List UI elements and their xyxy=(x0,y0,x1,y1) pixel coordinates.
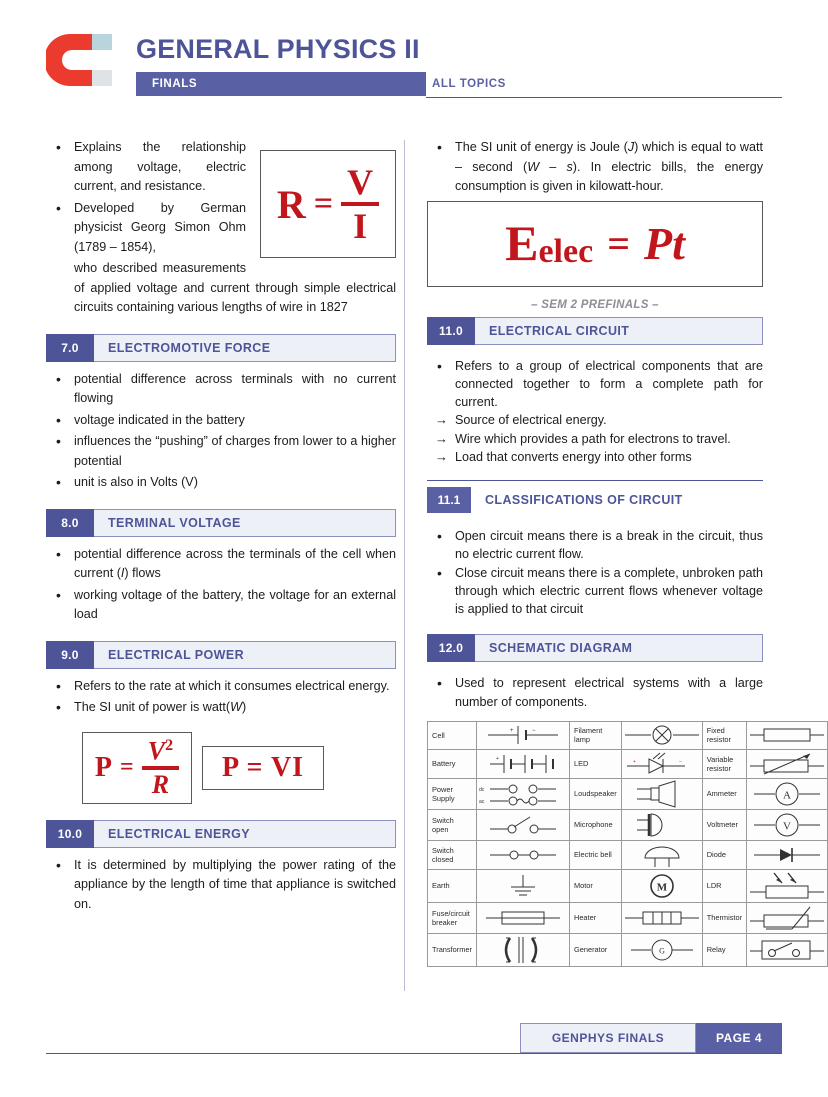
section-name: ELECTRICAL POWER xyxy=(108,647,245,662)
symbol-label: Switch open xyxy=(428,809,477,840)
symbol-label: Generator xyxy=(569,933,621,966)
microphone-symbol xyxy=(621,809,702,840)
fixed-resistor-symbol xyxy=(747,721,828,749)
formula-power1-denominator: R xyxy=(151,770,170,800)
tab-finals[interactable]: FINALS xyxy=(136,72,414,96)
section-11-1-list xyxy=(427,527,763,618)
tab-divider xyxy=(414,72,426,96)
section-header-12 xyxy=(427,634,763,662)
symbol-label: Fixed resistor xyxy=(702,721,746,749)
svg-text:M: M xyxy=(656,881,667,894)
section-header-11-1 xyxy=(427,487,763,513)
table-row xyxy=(428,778,828,809)
symbol-label: LDR xyxy=(702,869,746,902)
list-item: → Load that converts energy into other forms xyxy=(427,448,763,466)
led-symbol xyxy=(621,749,702,778)
svg-text:dc: dc xyxy=(478,786,485,793)
section-header-8 xyxy=(46,509,396,537)
list-item: → Wire which provides a path for electrons to travel. xyxy=(427,430,763,448)
section-12-list xyxy=(427,674,763,711)
tab-all-topics[interactable]: ALL TOPICS xyxy=(432,78,506,90)
section-8-list xyxy=(46,545,396,625)
formula-electrical-energy xyxy=(427,201,763,287)
relay-symbol xyxy=(747,933,828,966)
symbol-label: LED xyxy=(569,749,621,778)
formula-power1-op: = xyxy=(120,754,134,781)
left-column xyxy=(46,136,404,991)
ldr-symbol xyxy=(747,869,828,902)
symbol-label: Battery xyxy=(428,749,477,778)
page xyxy=(0,26,828,1097)
variable-resistor-symbol xyxy=(747,749,828,778)
symbol-label: Electric bell xyxy=(569,840,621,869)
switch-open-symbol xyxy=(476,809,569,840)
formula-energy-sub: elec xyxy=(538,233,594,271)
ammeter-symbol xyxy=(747,778,828,809)
thermistor-symbol xyxy=(747,902,828,933)
formula-energy-op: = xyxy=(607,221,630,267)
battery-symbol xyxy=(476,749,569,778)
symbol-label: Microphone xyxy=(569,809,621,840)
formula-ohm-numerator: V xyxy=(347,162,374,202)
symbol-label: Motor xyxy=(569,869,621,902)
power-supply-symbol xyxy=(476,778,569,809)
page-footer xyxy=(46,1023,782,1055)
schematic-symbols-table xyxy=(427,721,828,967)
svg-text:A: A xyxy=(783,789,792,802)
formula-power1-lhs: P xyxy=(94,751,113,783)
symbol-label: Filament lamp xyxy=(569,721,621,749)
cell-symbol xyxy=(476,721,569,749)
footer-page-number: PAGE 4 xyxy=(696,1023,782,1053)
svg-text:+: + xyxy=(509,728,514,735)
symbol-label: Cell xyxy=(428,721,477,749)
voltmeter-symbol xyxy=(747,809,828,840)
header-rule xyxy=(426,97,782,98)
ohms-law-continuation: who described measurements of applied voltage and current through simple electrical circuits containing various lengths of wire in 1827 xyxy=(74,261,396,315)
subsection-rule xyxy=(427,480,763,481)
section-number: 11.0 xyxy=(427,317,475,345)
symbol-label: Variable resistor xyxy=(702,749,746,778)
svg-text:G: G xyxy=(658,946,665,956)
section-name: ELECTROMOTIVE FORCE xyxy=(108,340,271,355)
table-row xyxy=(428,869,828,902)
section-name: SCHEMATIC DIAGRAM xyxy=(489,641,633,656)
formula-ohm-denominator: I xyxy=(353,206,368,246)
symbol-label: Voltmeter xyxy=(702,809,746,840)
formula-power1-exponent: 2 xyxy=(165,736,174,754)
section-11-list xyxy=(427,357,763,467)
list-item: • Developed by German physicist Georg Simon Ohm (1789 – 1854), xyxy=(46,199,396,258)
symbol-label: Heater xyxy=(569,902,621,933)
symbol-label: Loudspeaker xyxy=(569,778,621,809)
list-item: • Used to represent electrical systems with a large number of components. xyxy=(427,674,763,711)
list-item: • The SI unit of power is watt(W) xyxy=(46,698,396,718)
filament-lamp-symbol xyxy=(621,721,702,749)
list-item: • potential difference across the terminals of the cell when current (I) flows xyxy=(46,545,396,584)
power-formula-row xyxy=(82,732,396,804)
svg-text:−: − xyxy=(531,728,536,735)
svg-text:−: − xyxy=(678,758,682,765)
svg-text:+: + xyxy=(495,755,499,762)
section-name: ELECTRICAL ENERGY xyxy=(108,826,250,841)
svg-text:+: + xyxy=(632,758,636,765)
list-item: • influences the “pushing” of charges from lower to a higher potential xyxy=(46,432,396,471)
list-item: • It is determined by multiplying the power rating of the appliance by the length of time that appliance is switched on. xyxy=(46,856,396,915)
svg-text:V: V xyxy=(783,820,792,833)
transformer-symbol xyxy=(476,933,569,966)
energy-unit-list xyxy=(427,138,763,197)
section-number: 11.1 xyxy=(427,487,471,513)
symbol-label: Switch closed xyxy=(428,840,477,869)
table-row xyxy=(428,902,828,933)
list-item: • working voltage of the battery, the voltage for an external load xyxy=(46,586,396,625)
list-item: • unit is also in Volts (V) xyxy=(46,473,396,493)
table-row xyxy=(428,809,828,840)
tab-bar xyxy=(136,72,782,96)
symbol-label: Transformer xyxy=(428,933,477,966)
section-9-list xyxy=(46,677,396,718)
section-name: CLASSIFICATIONS OF CIRCUIT xyxy=(485,493,683,508)
fuse-symbol xyxy=(476,902,569,933)
right-column xyxy=(405,136,792,991)
section-name: TERMINAL VOLTAGE xyxy=(108,515,241,530)
section-name: ELECTRICAL CIRCUIT xyxy=(489,323,630,338)
diode-symbol xyxy=(747,840,828,869)
section-header-10 xyxy=(46,820,396,848)
formula-ohm-lhs: R xyxy=(276,181,306,227)
section-7-list xyxy=(46,370,396,493)
section-number: 8.0 xyxy=(46,509,94,537)
formula-energy-rhs: Pt xyxy=(643,218,685,270)
symbol-label: Diode xyxy=(702,840,746,869)
semester-divider: – SEM 2 PREFINALS – xyxy=(531,298,659,311)
loudspeaker-symbol xyxy=(621,778,702,809)
section-10-list xyxy=(46,856,396,915)
earth-symbol xyxy=(476,869,569,902)
page-header xyxy=(46,26,782,104)
footer-subject: GENPHYS FINALS xyxy=(520,1023,696,1053)
list-item: • Open circuit means there is a break in the circuit, thus no electric current flow. xyxy=(427,527,763,564)
page-title: GENERAL PHYSICS II xyxy=(136,34,420,64)
formula-ohm-op: = xyxy=(313,185,334,222)
content-columns xyxy=(46,136,792,991)
section-number: 12.0 xyxy=(427,634,475,662)
motor-symbol xyxy=(621,869,702,902)
svg-text:ac: ac xyxy=(478,798,485,805)
section-header-7 xyxy=(46,334,396,362)
symbol-label: Earth xyxy=(428,869,477,902)
symbol-label: Ammeter xyxy=(702,778,746,809)
electric-bell-symbol xyxy=(621,840,702,869)
list-item: • voltage indicated in the battery xyxy=(46,411,396,431)
switch-closed-symbol xyxy=(476,840,569,869)
formula-power-v2r xyxy=(82,732,192,804)
symbol-label: Power Supply xyxy=(428,778,477,809)
table-row xyxy=(428,840,828,869)
section-header-9 xyxy=(46,641,396,669)
table-row xyxy=(428,721,828,749)
section-number: 9.0 xyxy=(46,641,94,669)
formula-power-vi: P = VI xyxy=(202,746,324,790)
symbol-label: Thermistor xyxy=(702,902,746,933)
table-row xyxy=(428,933,828,966)
list-item: • potential difference across terminals with no current flowing xyxy=(46,370,396,409)
section-number: 7.0 xyxy=(46,334,94,362)
list-item: • The SI unit of energy is Joule (J) which is equal to watt – second (W – s). In electric bills, the energy consumption is given in kilowatt-hour. xyxy=(427,138,763,197)
generator-symbol xyxy=(621,933,702,966)
heater-symbol xyxy=(621,902,702,933)
formula-power1-numerator: V xyxy=(147,736,166,766)
list-item: • Refers to a group of electrical components that are connected together to form a complete path for current. xyxy=(427,357,763,412)
symbol-label: Relay xyxy=(702,933,746,966)
list-item: → Source of electrical energy. xyxy=(427,411,763,429)
list-item: • Close circuit means there is a complete, unbroken path through which electric current flows whenever voltage is applied to that circuit xyxy=(427,564,763,619)
list-item: • Explains the relationship among voltage, electric current, and resistance. xyxy=(46,138,396,197)
section-number: 10.0 xyxy=(46,820,94,848)
formula-energy-lhs: E xyxy=(505,215,539,272)
table-row xyxy=(428,749,828,778)
footer-rule xyxy=(46,1053,782,1054)
horseshoe-magnet-icon xyxy=(46,28,124,92)
symbol-label: Fuse/circuit breaker xyxy=(428,902,477,933)
section-header-11 xyxy=(427,317,763,345)
list-item: • Refers to the rate at which it consumes electrical energy. xyxy=(46,677,396,697)
